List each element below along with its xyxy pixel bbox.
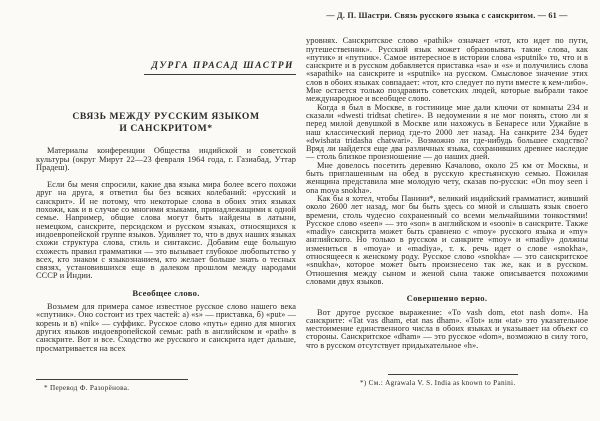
author-name: ДУРГА ПРАСАД ШАСТРИ [144,62,296,75]
author-block [36,62,296,75]
running-header: — Д. П. Шастри. Связь русского языка с санскритом. — 61 — [326,11,568,20]
section-heading-common-word: Всеобщее слово. [132,287,200,298]
article-title-line2: И САНСКРИТОМ* [119,123,213,135]
paragraph-moscow-hotel: Когда я был в Москве, в гостинице мне дали ключи от комнаты 234 и сказали «dwesti tridtsat chetire». В недоумении я не мог понять, стою ли я перед милой девушкой в Москве или нахожусь в Бенаресе или Уджайне в наш классический период где-то 2000 лет назад. На санкрите 234 будет «dwishata tridasha chatwari». Возможно ли где-нибудь большее сходство? Вряд ли найдется еще два различных языка, сохранивших древнее наследие — столь близкое произношение — до наших дней. [306,102,588,162]
footnote-reference: *) См.: Agrawala V. S. India as known to Panini. [360,379,516,387]
paragraph-pathik: уровнях. Санскритское слово «pathik» означает «тот, кто идет по пути, путешественник». Русский язык может образовывать такие слова, как «путик» и «путник». Самое интересное в истории слова «sputnik» то, что и в санскрите и в русском добавляется приставка «sa» и «s» и получились слова «sapathik» на санскрите и «sputnik» на русском. Смысловое значение этих слов в обоих языках совпадает: «тот, кто следует по пути вместе к кем-либо». Мне остается только поздравить советских людей, которые выбрали такое международное и всеобщее слово. [306,36,588,104]
footnote-translator: * Перевод Ф. Разорёнова. [44,384,130,392]
footnote-divider [36,379,188,380]
paragraph-dom: Вот другое русское выражение: «To vash dom, etot nash dom». На санскрите: «Tat vas dham, etat nas dham». «Tot» или «tat» это указательное местоимение единственного числа в обоих языках и указывает на объект со стороны. Санскритское «dham» — это русское «dom», возможно в силу того, что в русском отсутствует придыхательное «h». [306,307,588,350]
footnote-divider [388,374,518,375]
conference-note: Материалы конференции Общества индийской и советской культуры (округ Мирут 22—23 февраля 1964 года, г. Газиабад, Уттар Прадеш). [36,146,296,172]
footnote-right [360,374,565,388]
article-title-line1: СВЯЗЬ МЕЖДУ РУССКИМ ЯЗЫКОМ [72,111,260,123]
paragraph-panini: Как бы я хотел, чтобы Панини*, великий индийский грамматист, живший около 2600 лет назад, мог бы быть здесь со мной и слышать язык своего времени, столь чудесно сохраненный со всеми мельчайшими тонкостями! Русское слово «seen» — это «son» в английском и «sooni» в санскрите. Также «madiy» санскрита может быть сравнено с «moy» русского языка и «my» английского. Но только в русском и санкрите «moy» и «madiy» должны измениться в «moya» и «madiya», т. к. речь идет о слове «snokha», относящееся к женскому роду. Русское слово «snokha» — это санскритское «snukha», которое может быть произнесено так же, как и в русском. Отношения между сыном и женой сына также описывается похожими словами двух языков. [306,193,588,286]
paragraph-sputnik: Возьмем для примера самое известное русское слово нашего века «спутник». Оно состоит из трех частей: а) «s» — приставка, б) «put» — корень и в) «nik» — суффикс. Русское слово «путь» едино для многих других языков индоевропейской семьи: path в английском и «path» в санскрите. Вот и все. Сходство же русского и санскрита идет дальше, просматривается на всех [36,302,296,353]
paragraph-kachalovo: Мне довелось посетить деревню Качалово, около 25 км от Москвы, и быть приглашенным на обед в русскую крестьянскую семью. Пожилая женщина представила мне молодую чету, сказав по-русски: «On moy seen i ona moya snokha». [306,160,588,195]
footnote-left [36,379,206,393]
paragraph-intro: Если бы меня спросили, какие два языка мира более всего похожи друг на друга, я ответил бы без всяких колебаний: «русский и санскрит». И не потому, что некоторые слова в обоих этих языках похожи, как и в случае со многими языками, принадлежащими к одной семье. Например, общие слова могут быть найдены в латыни, немецком, санскрите, персидском и русском языках, относящихся к индоевропейской группе языков. Удивляет то, что в двух наших языках схожи структура слова, стиль и синтаксис. Добавим еще большую схожесть правил грамматики — это вызывает глубокое любопытство у всех, кто знаком с языкознанием, кто желает больше знать о тесных связях, установившихся еще в далеком прошлом между народами СССР и Индии. [36,180,296,281]
right-column [306,12,588,350]
article-title [36,111,296,135]
section-heading-exactly-right: Совершенно верно. [406,293,488,304]
left-column [36,62,296,353]
